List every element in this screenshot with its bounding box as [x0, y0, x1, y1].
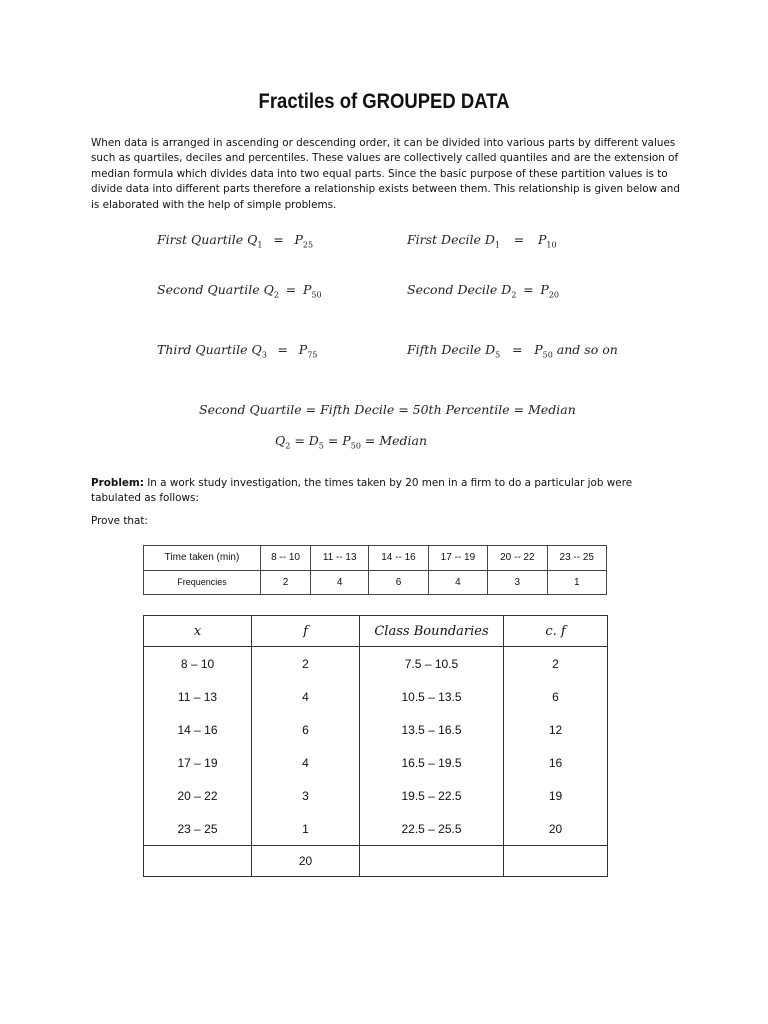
table-cell: 14 -- 16: [369, 546, 428, 571]
table-cell: Frequencies: [144, 570, 261, 595]
table-row: [144, 647, 608, 681]
table-header-cell: f: [252, 616, 360, 647]
table-cell: 13.5 – 16.5: [360, 713, 504, 746]
table-cell: 2: [252, 647, 360, 681]
table-cell: 23 – 25: [144, 812, 252, 846]
table-cell: 3: [252, 779, 360, 812]
intro-paragraph: When data is arranged in ascending or descending order, it can be divided into various parts by different values such as quartiles, deciles and percentiles. These values are collectively called quantiles and are the extension of median formula which divides data into two equal parts. Since the basic purpose of these partition values is to divide data into different parts therefore a relationship exists between them. This relationship is given below and is elaborated with the help of simple problems.: [91, 137, 680, 211]
formula-third-quartile: Third Quartile $Q_3 = P_{75}$: [157, 342, 318, 360]
table-cell: Time taken (min): [144, 546, 261, 571]
table-cell: 11 -- 13: [311, 546, 369, 571]
table-cell: 16.5 – 19.5: [360, 746, 504, 779]
table-cell: 17 – 19: [144, 746, 252, 779]
table-cell: 10.5 – 13.5: [360, 680, 504, 713]
table-cell: 23 -- 25: [547, 546, 606, 571]
table-row: [144, 779, 608, 812]
formula-first-decile: First Decile $D_1 = P_{10}$: [407, 232, 557, 250]
table-row: [144, 680, 608, 713]
formula-second-quartile: Second Quartile $Q_2 = P_{50}$: [157, 282, 322, 300]
table-cell: 17 -- 19: [428, 546, 487, 571]
table-cell: 6: [369, 570, 428, 595]
table-cell: 6: [504, 680, 608, 713]
problem-text: In a work study investigation, the times taken by 20 men in a firm to do a particular job were tabulated as follows:: [91, 477, 633, 504]
table-row: [144, 713, 608, 746]
table-cell: 4: [252, 746, 360, 779]
table-cell: 20: [252, 846, 360, 877]
table-cell: 20: [504, 812, 608, 846]
frequency-table: [143, 545, 607, 595]
table-cell: 6: [252, 713, 360, 746]
table-cell: 20 -- 22: [488, 546, 547, 571]
table-header-cell: c. f: [504, 616, 608, 647]
table-cell: [360, 846, 504, 877]
table-row: [144, 546, 607, 571]
problem-label: Problem:: [91, 477, 144, 489]
table-cell: 2: [261, 570, 311, 595]
table-row: [144, 570, 607, 595]
table-cell: [504, 846, 608, 877]
table-cell: 1: [547, 570, 606, 595]
table-header-cell: Class Boundaries: [360, 616, 504, 647]
table-cell: 1: [252, 812, 360, 846]
formula-second-decile: Second Decile $D_2 = P_{20}$: [407, 282, 559, 300]
table-cell: 19.5 – 22.5: [360, 779, 504, 812]
table-cell: 8 – 10: [144, 647, 252, 681]
table-total-row: [144, 846, 608, 877]
table-row: [144, 812, 608, 846]
table-cell: 20 – 22: [144, 779, 252, 812]
table-cell: [144, 846, 252, 877]
table-header-cell: x: [144, 616, 252, 647]
table-cell: 4: [252, 680, 360, 713]
table-cell: 14 – 16: [144, 713, 252, 746]
table-row: [144, 746, 608, 779]
prove-that: Prove that:: [91, 515, 148, 527]
formula-summary-words: Second Quartile = Fifth Decile = 50th Percentile = Median: [199, 402, 576, 417]
table-cell: 8 -- 10: [261, 546, 311, 571]
table-header-row: [144, 616, 608, 647]
problem-statement: [91, 476, 683, 505]
table-cell: 3: [488, 570, 547, 595]
table-cell: 22.5 – 25.5: [360, 812, 504, 846]
table-cell: 2: [504, 647, 608, 681]
table-cell: 4: [428, 570, 487, 595]
table-cell: 12: [504, 713, 608, 746]
table-cell: 16: [504, 746, 608, 779]
table-cell: 4: [311, 570, 369, 595]
table-cell: 7.5 – 10.5: [360, 647, 504, 681]
formula-summary-symbols: $Q_2 = D_5 = P_{50}$ = Median: [275, 433, 428, 451]
table-cell: 19: [504, 779, 608, 812]
formula-fifth-decile: Fifth Decile $D_5 = P_{50}$ and so on: [407, 342, 618, 360]
table-cell: 11 – 13: [144, 680, 252, 713]
page-title: Fractiles of GROUPED DATA: [258, 90, 510, 113]
cumulative-frequency-table: [143, 615, 608, 877]
formula-first-quartile: First Quartile $Q_1 = P_{25}$: [157, 232, 314, 250]
